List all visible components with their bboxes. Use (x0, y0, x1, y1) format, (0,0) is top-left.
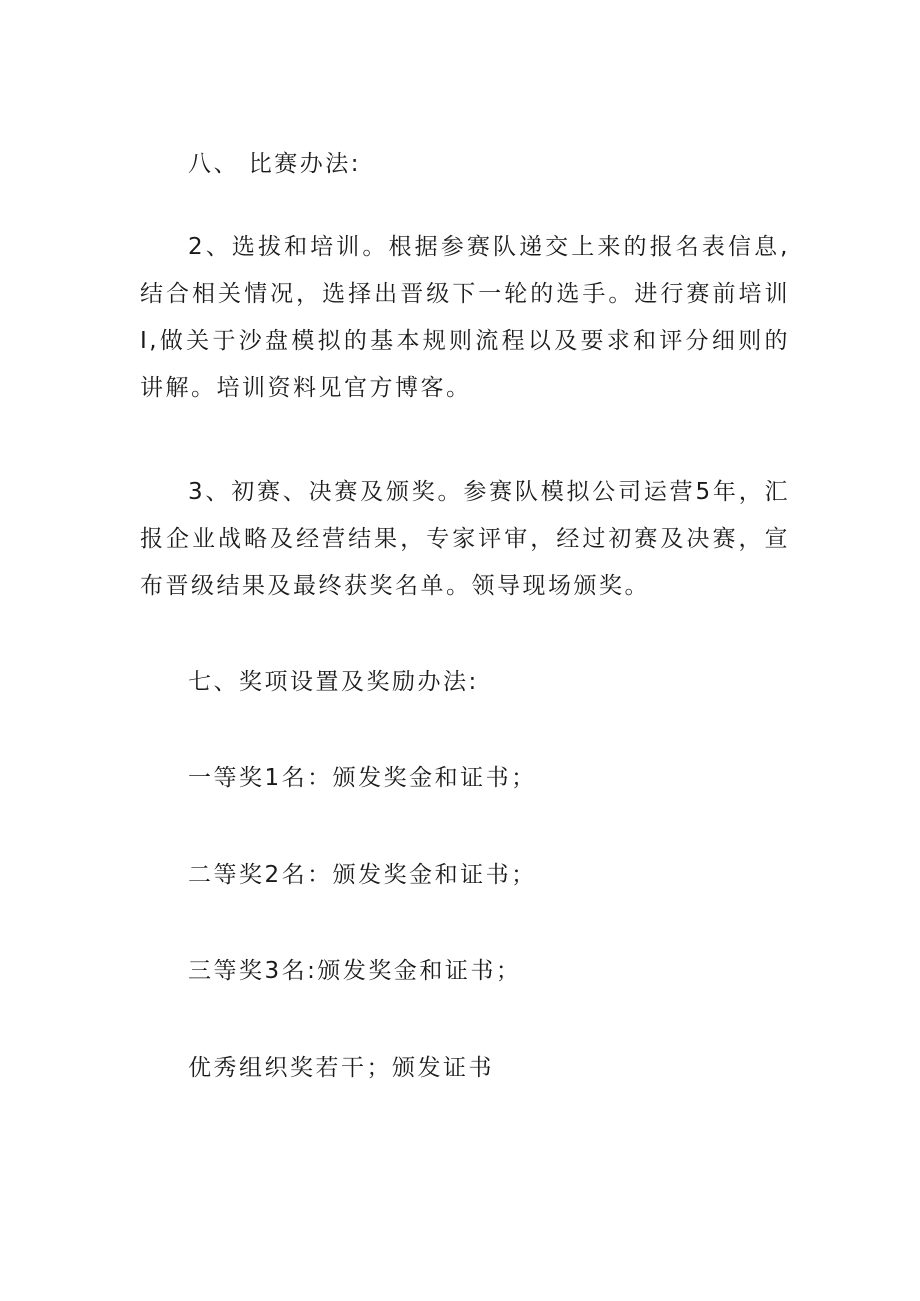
award-organization-prize: 优秀组织奖若干；颁发证书 (188, 1055, 494, 1081)
award-first-prize: 一等奖1名：颁发奖金和证书； (188, 765, 537, 791)
item-2-paragraph: 2、选拔和培训。根据参赛队递交上来的报名表信息,结合相关情况，选择出晋级下一轮的选手。进行赛前培训I,做关于沙盘模拟的基本规则流程以及要求和评分细则的讲解。培训资料见官方博客。 (140, 234, 790, 401)
item-3-paragraph: 3、初赛、决赛及颁奖。参赛队模拟公司运营5年，汇报企业战略及经营结果，专家评审，经过初赛及决赛，宣布晋级结果及最终获奖名单。领导现场颁奖。 (140, 479, 790, 599)
section-eight-heading: 八、 比赛办法: (188, 151, 362, 177)
section-seven-heading: 七、奖项设置及奖励办法: (188, 669, 479, 695)
award-third-prize: 三等奖3名:颁发奖金和证书； (188, 958, 522, 984)
award-second-prize: 二等奖2名：颁发奖金和证书； (188, 862, 537, 888)
